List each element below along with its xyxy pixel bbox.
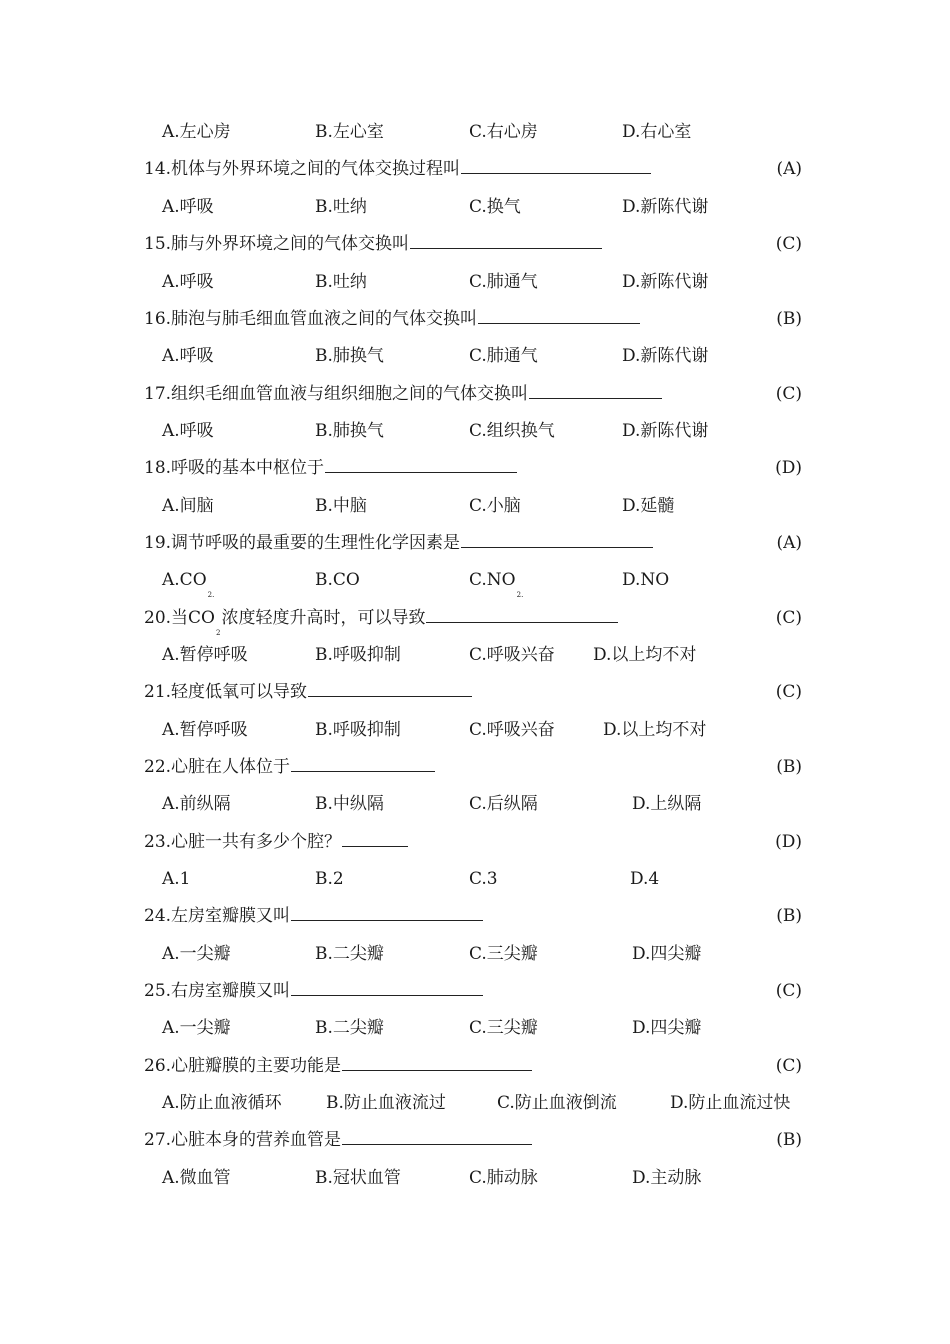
option-c: C.肺通气 bbox=[469, 272, 538, 292]
option-b: B.吐纳 bbox=[315, 197, 367, 217]
question-text: 26.心脏瓣膜的主要功能是 bbox=[144, 1056, 342, 1076]
question-text: 17.组织毛细血管血液与组织细胞之间的气体交换叫 bbox=[144, 384, 529, 404]
option-c: C.呼吸兴奋 bbox=[469, 720, 555, 740]
option-d: D.防止血流过快 bbox=[670, 1093, 791, 1113]
option-b: B.防止血液流过 bbox=[326, 1093, 446, 1113]
answer-key: (C) bbox=[775, 1056, 802, 1076]
question-text: 15.肺与外界环境之间的气体交换叫 bbox=[144, 234, 410, 254]
subscript: 2. bbox=[207, 591, 215, 599]
question-text: 27.心脏本身的营养血管是 bbox=[144, 1130, 342, 1150]
option-a: A.左心房 bbox=[162, 122, 231, 142]
option-c: C.呼吸兴奋 bbox=[469, 645, 555, 665]
option-d: D.NO bbox=[622, 570, 670, 590]
option-d: D.新陈代谢 bbox=[622, 421, 709, 441]
option-c: C.后纵隔 bbox=[469, 794, 538, 814]
option-c: C.防止血液倒流 bbox=[497, 1093, 617, 1113]
answer-key: (C) bbox=[775, 981, 802, 1001]
subscript: 2. bbox=[516, 591, 524, 599]
option-c: C.三尖瓣 bbox=[469, 944, 538, 964]
answer-key: (B) bbox=[776, 757, 802, 777]
option-b: B.冠状血管 bbox=[315, 1168, 401, 1188]
option-d: D.新陈代谢 bbox=[622, 272, 709, 292]
question-23 bbox=[144, 831, 408, 853]
question-text: 22.心脏在人体位于 bbox=[144, 757, 291, 777]
option-b: B.肺换气 bbox=[315, 346, 384, 366]
answer-blank bbox=[325, 458, 517, 473]
question-25 bbox=[144, 980, 483, 1002]
answer-blank bbox=[410, 234, 602, 249]
option-a: A.间脑 bbox=[162, 496, 214, 516]
option-b: B.中纵隔 bbox=[315, 794, 384, 814]
answer-blank bbox=[342, 1056, 532, 1071]
option-b: B.肺换气 bbox=[315, 421, 384, 441]
answer-blank bbox=[342, 832, 408, 847]
option-d: D.四尖瓣 bbox=[632, 944, 702, 964]
question-21 bbox=[144, 681, 472, 703]
question-19 bbox=[144, 532, 653, 554]
option-c: C.组织换气 bbox=[469, 421, 555, 441]
option-c: C.肺通气 bbox=[469, 346, 538, 366]
option-b: B.呼吸抑制 bbox=[315, 645, 401, 665]
answer-key: (B) bbox=[776, 309, 802, 329]
question-16 bbox=[144, 308, 640, 330]
option-d: D.延髓 bbox=[622, 496, 675, 516]
option-c: C.三尖瓣 bbox=[469, 1018, 538, 1038]
question-text-continued: 浓度轻度升高时，可以导致 bbox=[221, 608, 426, 628]
option-d: D.4 bbox=[630, 869, 660, 889]
option-b: B.CO bbox=[315, 570, 360, 590]
answer-blank bbox=[426, 608, 618, 623]
option-b: B.二尖瓣 bbox=[315, 944, 384, 964]
answer-key: (C) bbox=[775, 682, 802, 702]
option-a: A.呼吸 bbox=[162, 197, 214, 217]
option-d: D.新陈代谢 bbox=[622, 197, 709, 217]
option-a: A.呼吸 bbox=[162, 421, 214, 441]
option-a: A.1 bbox=[162, 869, 191, 889]
question-18 bbox=[144, 457, 517, 479]
question-22 bbox=[144, 756, 435, 778]
option-d: D.主动脉 bbox=[632, 1168, 702, 1188]
answer-key: (A) bbox=[776, 159, 802, 179]
option-c: C.小脑 bbox=[469, 496, 521, 516]
option-a: A.一尖瓣 bbox=[162, 1018, 231, 1038]
answer-blank bbox=[291, 757, 435, 772]
answer-key: (D) bbox=[775, 832, 802, 852]
answer-blank bbox=[308, 682, 472, 697]
option-c: C.3 bbox=[469, 869, 498, 889]
option-a: A.防止血液循环 bbox=[162, 1093, 282, 1113]
option-c: C.换气 bbox=[469, 197, 521, 217]
option-b: B.二尖瓣 bbox=[315, 1018, 384, 1038]
option-a: A.呼吸 bbox=[162, 272, 214, 292]
answer-key: (C) bbox=[775, 384, 802, 404]
answer-key: (C) bbox=[775, 234, 802, 254]
option-a: A.一尖瓣 bbox=[162, 944, 231, 964]
question-text: 18.呼吸的基本中枢位于 bbox=[144, 458, 325, 478]
answer-key: (B) bbox=[776, 1130, 802, 1150]
question-text: 20.当CO bbox=[144, 608, 215, 628]
question-text: 16.肺泡与肺毛细血管血液之间的气体交换叫 bbox=[144, 309, 478, 329]
question-text: 14.机体与外界环境之间的气体交换过程叫 bbox=[144, 159, 461, 179]
option-b: B.呼吸抑制 bbox=[315, 720, 401, 740]
answer-blank bbox=[478, 309, 640, 324]
option-a: A.前纵隔 bbox=[162, 794, 231, 814]
option-d: D.新陈代谢 bbox=[622, 346, 709, 366]
option-b: B.左心室 bbox=[315, 122, 384, 142]
question-20 bbox=[144, 607, 618, 644]
answer-blank bbox=[342, 1130, 532, 1145]
option-a: $A.CO_{2.}$ bbox=[162, 570, 215, 599]
answer-key: (D) bbox=[775, 458, 802, 478]
option-b: B.中脑 bbox=[315, 496, 367, 516]
question-27 bbox=[144, 1129, 532, 1151]
question-24 bbox=[144, 905, 483, 927]
answer-blank bbox=[529, 384, 662, 399]
question-14 bbox=[144, 158, 651, 180]
question-text: 24.左房室瓣膜又叫 bbox=[144, 906, 291, 926]
question-15 bbox=[144, 233, 602, 255]
option-a: A.微血管 bbox=[162, 1168, 231, 1188]
question-17 bbox=[144, 383, 662, 405]
option-c: C.肺动脉 bbox=[469, 1168, 538, 1188]
option-a: A.暂停呼吸 bbox=[162, 645, 248, 665]
answer-blank bbox=[461, 159, 651, 174]
answer-key: (B) bbox=[776, 906, 802, 926]
question-text: 19.调节呼吸的最重要的生理性化学因素是 bbox=[144, 533, 461, 553]
option-d: D.以上均不对 bbox=[593, 645, 697, 665]
option-b: B.2 bbox=[315, 869, 344, 889]
option-d: D.右心室 bbox=[622, 122, 692, 142]
answer-key: (C) bbox=[775, 608, 802, 628]
question-text: 21.轻度低氧可以导致 bbox=[144, 682, 308, 702]
answer-blank bbox=[291, 981, 483, 996]
option-c: $C.NO_{2.}$ bbox=[469, 570, 524, 599]
question-26 bbox=[144, 1055, 532, 1077]
option-d: D.以上均不对 bbox=[603, 720, 707, 740]
question-text: 25.右房室瓣膜又叫 bbox=[144, 981, 291, 1001]
option-c: C.右心房 bbox=[469, 122, 538, 142]
option-a: A.呼吸 bbox=[162, 346, 214, 366]
option-b: B.吐纳 bbox=[315, 272, 367, 292]
subscript: 2 bbox=[215, 629, 221, 637]
option-d: D.上纵隔 bbox=[632, 794, 702, 814]
answer-blank bbox=[461, 533, 653, 548]
option-a: A.暂停呼吸 bbox=[162, 720, 248, 740]
option-d: D.四尖瓣 bbox=[632, 1018, 702, 1038]
answer-key: (A) bbox=[776, 533, 802, 553]
question-text: 23.心脏一共有多少个腔？ bbox=[144, 832, 342, 852]
answer-blank bbox=[291, 906, 483, 921]
